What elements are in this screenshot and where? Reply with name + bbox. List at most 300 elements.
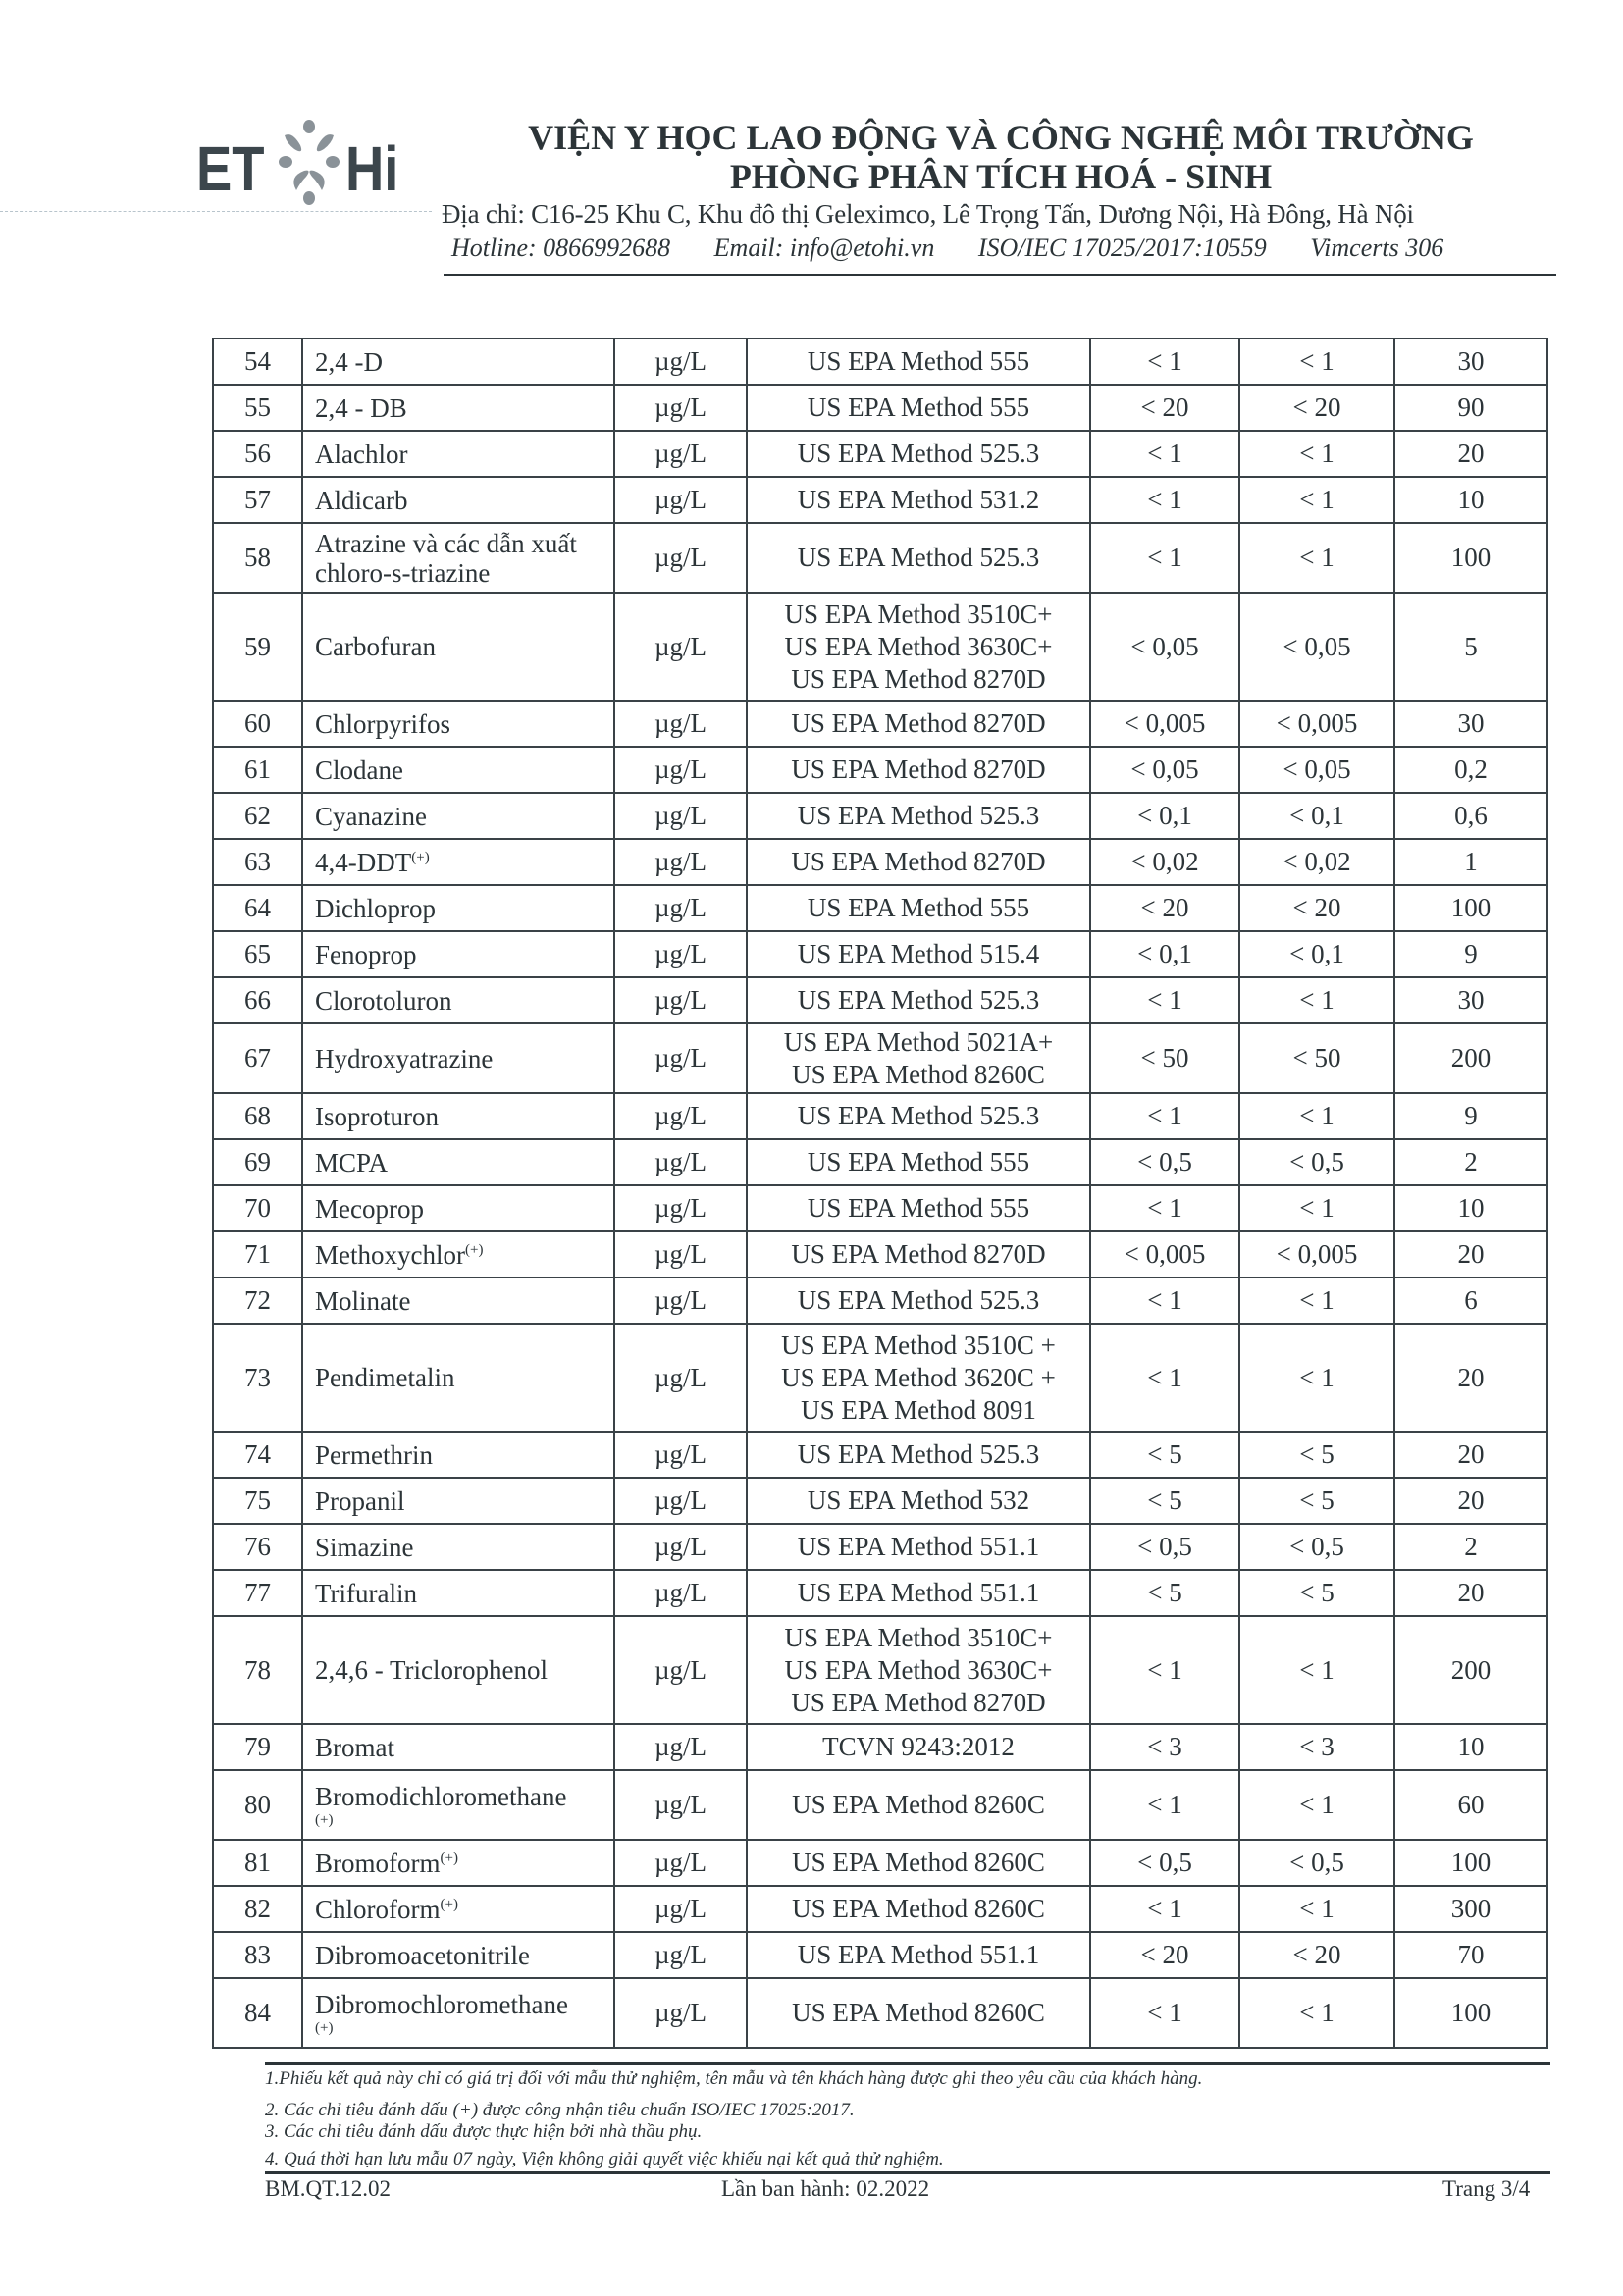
row-number: 58 xyxy=(213,523,302,593)
table-row xyxy=(213,431,1547,477)
test-method xyxy=(747,701,1090,747)
test-method xyxy=(747,931,1090,977)
form-code: BM.QT.12.02 xyxy=(265,2176,391,2201)
table-row xyxy=(213,747,1547,793)
result-sample-2: < 0,05 xyxy=(1239,593,1394,701)
department-title: PHÒNG PHÂN TÍCH HOÁ - SINH xyxy=(729,157,1273,196)
header-divider xyxy=(444,274,1556,276)
row-number: 82 xyxy=(213,1886,302,1932)
result-sample-1: < 0,5 xyxy=(1090,1524,1239,1570)
table-row xyxy=(213,885,1547,931)
test-method xyxy=(747,523,1090,593)
parameter-name xyxy=(302,793,614,839)
table-row xyxy=(213,477,1547,523)
result-sample-1: < 1 xyxy=(1090,1886,1239,1932)
logo-letters-left: ET xyxy=(196,133,265,204)
unit: µg/L xyxy=(614,1023,747,1093)
test-method xyxy=(747,747,1090,793)
test-method-line: TCVN 9243:2012 xyxy=(822,1732,1015,1761)
result-sample-1: < 5 xyxy=(1090,1432,1239,1478)
test-method-line: US EPA Method 555 xyxy=(807,392,1030,422)
parameter-name xyxy=(302,1932,614,1978)
test-method-line: US EPA Method 8270D xyxy=(791,847,1046,876)
row-number: 74 xyxy=(213,1432,302,1478)
parameter-name xyxy=(302,1278,614,1324)
result-sample-2: < 1 xyxy=(1239,1185,1394,1231)
test-method xyxy=(747,885,1090,931)
result-sample-2: < 1 xyxy=(1239,1278,1394,1324)
parameter-name-text: Bromoform xyxy=(315,1848,441,1878)
unit: µg/L xyxy=(614,1478,747,1524)
table-row xyxy=(213,931,1547,977)
test-method-line: US EPA Method 8260C xyxy=(792,1894,1045,1923)
unit: µg/L xyxy=(614,1770,747,1840)
parameter-name-text: Fenoprop xyxy=(315,939,417,969)
result-sample-2: < 5 xyxy=(1239,1478,1394,1524)
test-method xyxy=(747,385,1090,431)
parameter-name xyxy=(302,1324,614,1432)
unit: µg/L xyxy=(614,885,747,931)
test-method-line: US EPA Method 8091 xyxy=(801,1394,1036,1425)
result-sample-1: < 1 xyxy=(1090,1185,1239,1231)
parameter-name xyxy=(302,1616,614,1724)
regulatory-limit: 200 xyxy=(1394,1023,1547,1093)
issue-date: Lần ban hành: 02.2022 xyxy=(721,2176,930,2201)
regulatory-limit: 5 xyxy=(1394,593,1547,701)
regulatory-limit: 2 xyxy=(1394,1524,1547,1570)
test-method xyxy=(747,477,1090,523)
test-method xyxy=(747,1616,1090,1724)
regulatory-limit: 30 xyxy=(1394,977,1547,1023)
regulatory-limit: 9 xyxy=(1394,1093,1547,1139)
result-sample-2: < 1 xyxy=(1239,431,1394,477)
table-row xyxy=(213,1139,1547,1185)
table-row xyxy=(213,1324,1547,1432)
row-number: 65 xyxy=(213,931,302,977)
footer-note: 1.Phiếu kết quả này chỉ có giá trị đối với mẫu thử nghiệm, tên mẫu và tên khách hàng được ghi theo yêu cầu của khách hàng. xyxy=(265,2068,1203,2089)
result-sample-1: < 0,02 xyxy=(1090,839,1239,885)
parameter-name xyxy=(302,885,614,931)
parameter-name xyxy=(302,1886,614,1932)
parameter-name-text: Hydroxyatrazine xyxy=(315,1043,494,1073)
result-sample-2: < 1 xyxy=(1239,477,1394,523)
row-number: 54 xyxy=(213,339,302,385)
result-sample-1: < 0,005 xyxy=(1090,701,1239,747)
result-sample-2: < 1 xyxy=(1239,523,1394,593)
regulatory-limit: 100 xyxy=(1394,523,1547,593)
table-row xyxy=(213,1231,1547,1278)
result-sample-1: < 5 xyxy=(1090,1478,1239,1524)
unit: µg/L xyxy=(614,747,747,793)
row-number: 60 xyxy=(213,701,302,747)
result-sample-2: < 1 xyxy=(1239,977,1394,1023)
result-sample-2: < 1 xyxy=(1239,1770,1394,1840)
parameter-name xyxy=(302,1978,614,2048)
row-number: 55 xyxy=(213,385,302,431)
result-sample-1: < 0,1 xyxy=(1090,931,1239,977)
vimcerts: Vimcerts 306 xyxy=(1310,234,1444,262)
result-sample-1: < 1 xyxy=(1090,1616,1239,1724)
result-sample-2: < 5 xyxy=(1239,1570,1394,1616)
test-method xyxy=(747,1023,1090,1093)
test-method xyxy=(747,1324,1090,1432)
unit: µg/L xyxy=(614,385,747,431)
parameter-name-text: Dichloprop xyxy=(315,893,436,923)
result-sample-2: < 20 xyxy=(1239,385,1394,431)
address: Địa chỉ: C16-25 Khu C, Khu đô thị Geleximco, Lê Trọng Tấn, Dương Nội, Hà Đông, Hà Nội xyxy=(442,199,1414,229)
result-sample-1: < 20 xyxy=(1090,1932,1239,1978)
regulatory-limit: 100 xyxy=(1394,1978,1547,2048)
row-number: 61 xyxy=(213,747,302,793)
regulatory-limit: 10 xyxy=(1394,477,1547,523)
unit: µg/L xyxy=(614,977,747,1023)
table-row xyxy=(213,385,1547,431)
regulatory-limit: 70 xyxy=(1394,1932,1547,1978)
parameter-name-text: 2,4 -D xyxy=(315,346,383,377)
regulatory-limit: 2 xyxy=(1394,1139,1547,1185)
result-sample-1: < 5 xyxy=(1090,1570,1239,1616)
parameter-name-text: Pendimetalin xyxy=(315,1363,455,1392)
unit: µg/L xyxy=(614,1185,747,1231)
test-method-line: US EPA Method 8260C xyxy=(792,1998,1045,2027)
row-number: 78 xyxy=(213,1616,302,1724)
row-number: 81 xyxy=(213,1840,302,1886)
test-method xyxy=(747,1478,1090,1524)
regulatory-limit: 9 xyxy=(1394,931,1547,977)
unit: µg/L xyxy=(614,701,747,747)
unit: µg/L xyxy=(614,1886,747,1932)
parameter-name xyxy=(302,385,614,431)
result-sample-1: < 0,05 xyxy=(1090,747,1239,793)
row-number: 62 xyxy=(213,793,302,839)
results-table xyxy=(212,338,1548,2049)
table-row xyxy=(213,523,1547,593)
table-row xyxy=(213,1886,1547,1932)
result-sample-1: < 50 xyxy=(1090,1023,1239,1093)
row-number: 72 xyxy=(213,1278,302,1324)
result-sample-2: < 0,005 xyxy=(1239,701,1394,747)
accreditation-mark: (+) xyxy=(440,1896,458,1912)
logo-people-figure-icon xyxy=(275,116,343,209)
table-row xyxy=(213,1840,1547,1886)
test-method-line: US EPA Method 555 xyxy=(807,1193,1030,1223)
table-row xyxy=(213,1724,1547,1770)
result-sample-1: < 1 xyxy=(1090,1093,1239,1139)
parameter-name xyxy=(302,1724,614,1770)
result-sample-2: < 50 xyxy=(1239,1023,1394,1093)
table-row xyxy=(213,593,1547,701)
row-number: 67 xyxy=(213,1023,302,1093)
unit: µg/L xyxy=(614,1616,747,1724)
parameter-name-text: Dibromochloromethane xyxy=(315,1989,568,2019)
result-sample-1: < 3 xyxy=(1090,1724,1239,1770)
result-sample-2: < 1 xyxy=(1239,1616,1394,1724)
unit: µg/L xyxy=(614,793,747,839)
table-row xyxy=(213,1023,1547,1093)
parameter-name-text: 2,4,6 - Triclorophenol xyxy=(315,1655,549,1685)
result-sample-2: < 5 xyxy=(1239,1432,1394,1478)
row-number: 68 xyxy=(213,1093,302,1139)
parameter-name xyxy=(302,1185,614,1231)
parameter-name xyxy=(302,1093,614,1139)
parameter-name-text: Aldicarb xyxy=(315,485,408,515)
result-sample-2: < 0,1 xyxy=(1239,793,1394,839)
test-method-line: US EPA Method 551.1 xyxy=(797,1578,1040,1607)
row-number: 84 xyxy=(213,1978,302,2048)
result-sample-1: < 1 xyxy=(1090,339,1239,385)
test-method-line: US EPA Method 515.4 xyxy=(797,939,1040,968)
test-method-line: US EPA Method 3510C+ xyxy=(784,1622,1053,1652)
test-method-line: US EPA Method 8260C xyxy=(792,1059,1045,1089)
table-row xyxy=(213,793,1547,839)
test-method-line: US EPA Method 8270D xyxy=(791,708,1046,738)
unit: µg/L xyxy=(614,1278,747,1324)
parameter-name xyxy=(302,1770,614,1840)
accreditation-mark: (+) xyxy=(464,1241,484,1258)
row-number: 77 xyxy=(213,1570,302,1616)
parameter-name-text: Alachlor xyxy=(315,439,408,469)
parameter-name xyxy=(302,339,614,385)
table-row xyxy=(213,339,1547,385)
test-method xyxy=(747,593,1090,701)
parameter-name xyxy=(302,931,614,977)
unit: µg/L xyxy=(614,523,747,593)
table-row xyxy=(213,1616,1547,1724)
regulatory-limit: 100 xyxy=(1394,1840,1547,1886)
result-sample-1: < 0,05 xyxy=(1090,593,1239,701)
parameter-name-text: Carbofuran xyxy=(315,632,436,661)
row-number: 73 xyxy=(213,1324,302,1432)
parameter-name-text: Clorotoluron xyxy=(315,985,452,1016)
result-sample-2: < 0,5 xyxy=(1239,1840,1394,1886)
result-sample-2: < 1 xyxy=(1239,339,1394,385)
test-method xyxy=(747,1570,1090,1616)
test-method xyxy=(747,1770,1090,1840)
parameter-name-text: Cyanazine xyxy=(315,801,427,831)
parameter-name xyxy=(302,1570,614,1616)
row-number: 71 xyxy=(213,1231,302,1278)
result-sample-2: < 20 xyxy=(1239,885,1394,931)
result-sample-2: < 0,1 xyxy=(1239,931,1394,977)
test-method-line: US EPA Method 551.1 xyxy=(797,1532,1040,1561)
test-method-line: US EPA Method 3630C+ xyxy=(784,1654,1053,1685)
parameter-name-text: Methoxychlor xyxy=(315,1239,465,1270)
test-method xyxy=(747,1724,1090,1770)
result-sample-2: < 1 xyxy=(1239,1978,1394,2048)
test-method xyxy=(747,839,1090,885)
table-row xyxy=(213,1932,1547,1978)
accreditation-mark: (+) xyxy=(315,1811,334,1828)
parameter-name xyxy=(302,1524,614,1570)
unit: µg/L xyxy=(614,1724,747,1770)
parameter-name-text: Propanil xyxy=(315,1486,405,1516)
unit: µg/L xyxy=(614,1840,747,1886)
result-sample-1: < 1 xyxy=(1090,977,1239,1023)
parameter-name xyxy=(302,477,614,523)
results-table-body xyxy=(213,339,1547,2048)
result-sample-2: < 1 xyxy=(1239,1324,1394,1432)
unit: µg/L xyxy=(614,1139,747,1185)
test-method-line: US EPA Method 3630C+ xyxy=(784,631,1053,661)
test-method-line: US EPA Method 8260C xyxy=(792,1848,1045,1877)
test-method-line: US EPA Method 525.3 xyxy=(797,801,1040,830)
parameter-name-text: Chlorpyrifos xyxy=(315,708,450,739)
test-method xyxy=(747,1093,1090,1139)
regulatory-limit: 90 xyxy=(1394,385,1547,431)
regulatory-limit: 20 xyxy=(1394,1570,1547,1616)
unit: µg/L xyxy=(614,1570,747,1616)
row-number: 69 xyxy=(213,1139,302,1185)
parameter-name xyxy=(302,593,614,701)
regulatory-limit: 30 xyxy=(1394,339,1547,385)
regulatory-limit: 6 xyxy=(1394,1278,1547,1324)
unit: µg/L xyxy=(614,593,747,701)
table-row xyxy=(213,839,1547,885)
result-sample-2: < 0,02 xyxy=(1239,839,1394,885)
parameter-name-text: Dibromoacetonitrile xyxy=(315,1940,530,1970)
logo-letters-right: Hi xyxy=(345,133,399,204)
table-row xyxy=(213,1093,1547,1139)
result-sample-1: < 20 xyxy=(1090,885,1239,931)
unit: µg/L xyxy=(614,839,747,885)
result-sample-2: < 20 xyxy=(1239,1932,1394,1978)
parameter-name-text: Molinate xyxy=(315,1285,411,1316)
result-sample-2: < 0,05 xyxy=(1239,747,1394,793)
table-row xyxy=(213,1278,1547,1324)
test-method-line: US EPA Method 525.3 xyxy=(797,985,1040,1015)
parameter-name-text: 4,4-DDT xyxy=(315,847,412,877)
test-method-line: US EPA Method 532 xyxy=(807,1486,1030,1515)
footer-note: 2. Các chỉ tiêu đánh dấu (+) được công nhận tiêu chuẩn ISO/IEC 17025:2017. xyxy=(265,2100,855,2120)
parameter-name xyxy=(302,431,614,477)
parameter-name-text: Trifuralin xyxy=(315,1578,418,1608)
result-sample-1: < 1 xyxy=(1090,1278,1239,1324)
table-row xyxy=(213,1770,1547,1840)
unit: µg/L xyxy=(614,477,747,523)
row-number: 79 xyxy=(213,1724,302,1770)
test-method xyxy=(747,1432,1090,1478)
result-sample-2: < 1 xyxy=(1239,1886,1394,1932)
regulatory-limit: 20 xyxy=(1394,1478,1547,1524)
contact-line xyxy=(451,234,1443,263)
parameter-name-text: Bromodichloromethane xyxy=(315,1781,567,1811)
unit: µg/L xyxy=(614,1093,747,1139)
footer-divider-top xyxy=(265,2062,1550,2065)
result-sample-1: < 0,005 xyxy=(1090,1231,1239,1278)
unit: µg/L xyxy=(614,1932,747,1978)
result-sample-2: < 0,5 xyxy=(1239,1524,1394,1570)
test-method xyxy=(747,1139,1090,1185)
test-method-line: US EPA Method 3620C + xyxy=(781,1362,1056,1392)
institute-title: VIỆN Y HỌC LAO ĐỘNG VÀ CÔNG NGHỆ MÔI TRƯỜNG xyxy=(528,118,1474,157)
accreditation-mark: (+) xyxy=(440,1850,458,1866)
result-sample-1: < 1 xyxy=(1090,523,1239,593)
table-row xyxy=(213,701,1547,747)
table-row xyxy=(213,1570,1547,1616)
row-number: 64 xyxy=(213,885,302,931)
result-sample-2: < 1 xyxy=(1239,1093,1394,1139)
test-method xyxy=(747,1185,1090,1231)
test-method xyxy=(747,431,1090,477)
result-sample-1: < 0,1 xyxy=(1090,793,1239,839)
test-method xyxy=(747,977,1090,1023)
regulatory-limit: 10 xyxy=(1394,1185,1547,1231)
table-row xyxy=(213,1524,1547,1570)
parameter-name xyxy=(302,1478,614,1524)
regulatory-limit: 20 xyxy=(1394,431,1547,477)
email: Email: info@etohi.vn xyxy=(713,234,935,262)
test-method xyxy=(747,1978,1090,2048)
test-method-line: US EPA Method 5021A+ xyxy=(783,1026,1054,1057)
footer-divider-bottom xyxy=(265,2171,1550,2174)
result-sample-2: < 3 xyxy=(1239,1724,1394,1770)
result-sample-2: < 0,5 xyxy=(1239,1139,1394,1185)
unit: µg/L xyxy=(614,1231,747,1278)
regulatory-limit: 1 xyxy=(1394,839,1547,885)
row-number: 66 xyxy=(213,977,302,1023)
test-method-line: US EPA Method 555 xyxy=(807,1147,1030,1176)
unit: µg/L xyxy=(614,1524,747,1570)
regulatory-limit: 20 xyxy=(1394,1432,1547,1478)
table-row xyxy=(213,1185,1547,1231)
unit: µg/L xyxy=(614,1432,747,1478)
parameter-name-text: Chloroform xyxy=(315,1894,441,1924)
parameter-name-text: Atrazine và các dẫn xuất chloro-s-triazine xyxy=(315,528,577,588)
test-method-line: US EPA Method 525.3 xyxy=(797,543,1040,572)
parameter-name xyxy=(302,523,614,593)
unit: µg/L xyxy=(614,339,747,385)
test-method-line: US EPA Method 555 xyxy=(807,346,1030,376)
parameter-name xyxy=(302,1432,614,1478)
hotline: Hotline: 0866992688 xyxy=(451,234,671,262)
test-method-line: US EPA Method 8260C xyxy=(792,1790,1045,1819)
row-number: 70 xyxy=(213,1185,302,1231)
test-method xyxy=(747,1524,1090,1570)
regulatory-limit: 0,6 xyxy=(1394,793,1547,839)
result-sample-1: < 20 xyxy=(1090,385,1239,431)
result-sample-1: < 0,5 xyxy=(1090,1840,1239,1886)
parameter-name xyxy=(302,1023,614,1093)
test-method xyxy=(747,339,1090,385)
test-method xyxy=(747,1840,1090,1886)
row-number: 57 xyxy=(213,477,302,523)
test-method-line: US EPA Method 531.2 xyxy=(797,485,1040,514)
regulatory-limit: 100 xyxy=(1394,885,1547,931)
regulatory-limit: 20 xyxy=(1394,1324,1547,1432)
table-row xyxy=(213,1478,1547,1524)
test-method-line: US EPA Method 525.3 xyxy=(797,1101,1040,1130)
parameter-name-text: Bromat xyxy=(315,1732,394,1762)
regulatory-limit: 0,2 xyxy=(1394,747,1547,793)
footer-note: 4. Quá thời hạn lưu mẫu 07 ngày, Viện không giải quyết việc khiếu nại kết quả thử nghiệm. xyxy=(265,2149,944,2169)
unit: µg/L xyxy=(614,1324,747,1432)
test-method-line: US EPA Method 525.3 xyxy=(797,1439,1040,1469)
test-method-line: US EPA Method 8270D xyxy=(791,755,1046,784)
parameter-name-text: Clodane xyxy=(315,755,403,785)
result-sample-1: < 1 xyxy=(1090,1978,1239,2048)
test-method-line: US EPA Method 3510C + xyxy=(781,1330,1056,1360)
row-number: 59 xyxy=(213,593,302,701)
regulatory-limit: 300 xyxy=(1394,1886,1547,1932)
regulatory-limit: 20 xyxy=(1394,1231,1547,1278)
accreditation-mark: (+) xyxy=(411,849,430,865)
result-sample-1: < 1 xyxy=(1090,431,1239,477)
regulatory-limit: 30 xyxy=(1394,701,1547,747)
parameter-name xyxy=(302,1139,614,1185)
unit: µg/L xyxy=(614,1978,747,2048)
regulatory-limit: 60 xyxy=(1394,1770,1547,1840)
parameter-name xyxy=(302,839,614,885)
